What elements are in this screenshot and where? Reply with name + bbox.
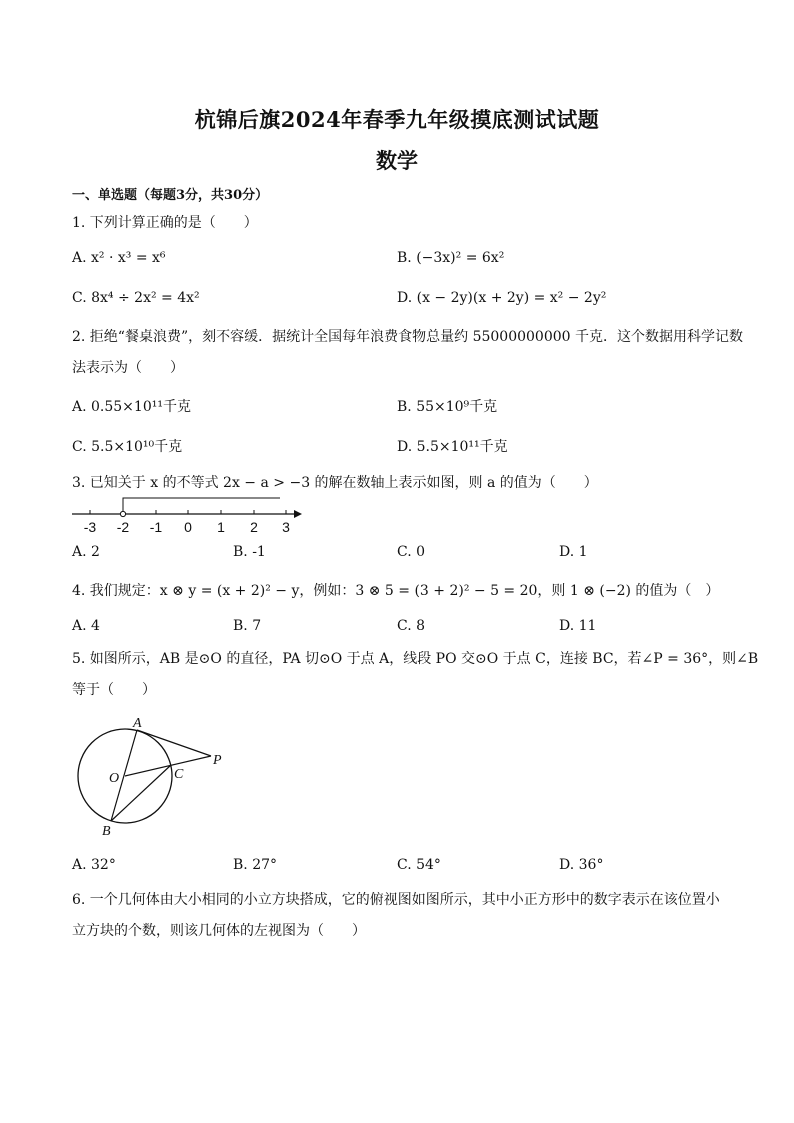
number-line-arrow [294,510,302,518]
q5-stem-line1: 5. 如图所示，AB 是⊙O 的直径，PA 切⊙O 于点 A，线段 PO 交⊙O 于点 C，连接 BC，若∠P = 36°，则∠B [72,651,759,667]
q4-option-d: D. 11 [559,618,597,634]
q3-option-a: A. 2 [72,544,100,560]
point-label-a: A [133,716,142,731]
point-label-p: P [213,753,222,768]
solution-bracket [123,498,280,514]
tick-label: -2 [116,519,130,535]
q5-stem-line2: 等于（ ） [72,682,156,698]
q4-option-a: A. 4 [72,618,100,634]
section-heading: 一、单选题（每题3分，共30分） [72,188,269,203]
circle-tangent-figure [75,710,235,840]
q1-option-a: A. x² · x³ = x⁶ [72,250,166,266]
segment-po [125,756,211,776]
tick-label: 3 [282,519,290,535]
tick-label: -3 [83,519,97,535]
q6-stem-line1: 6. 一个几何体由大小相同的小立方块搭成，它的俯视图如图所示，其中小正方形中的数字表示在该位置小 [72,892,720,908]
tick-label: 0 [184,519,192,535]
tangent-pa [137,730,211,756]
q2-option-c: C. 5.5×10¹⁰千克 [72,439,183,455]
q2-stem-line1: 2. 拒绝“餐桌浪费”，刻不容缓．据统计全国每年浪费食物总量约 55000000000 千克．这个数据用科学记数 [72,329,743,345]
q4-option-b: B. 7 [233,618,262,634]
q2-option-b: B. 55×10⁹千克 [397,399,498,415]
q3-stem: 3. 已知关于 x 的不等式 2x − a > −3 的解在数轴上表示如图，则 a 的值为（ ） [72,475,598,491]
q2-option-a: A. 0.55×10¹¹千克 [72,399,191,415]
number-line-figure [70,492,310,538]
point-label-c: C [174,767,184,782]
q4-option-c: C. 8 [397,618,426,634]
point-label-b: B [102,824,111,839]
q3-option-d: D. 1 [559,544,588,560]
tick-label: -1 [149,519,163,535]
q2-stem-line2: 法表示为（ ） [72,360,184,376]
open-endpoint [120,511,125,516]
q3-option-c: C. 0 [397,544,426,560]
q5-option-b: B. 27° [233,857,278,873]
q1-option-d: D. (x − 2y)(x + 2y) = x² − 2y² [397,290,607,306]
q2-option-d: D. 5.5×10¹¹千克 [397,439,508,455]
q5-option-d: D. 36° [559,857,604,873]
tick-label: 1 [217,519,225,535]
q3-option-b: B. -1 [233,544,266,560]
tick-label: 2 [250,519,258,535]
q4-stem: 4. 我们规定：x ⊗ y = (x + 2)² − y，例如：3 ⊗ 5 = (3 + 2)² − 5 = 20，则 1 ⊗ (−2) 的值为（ ） [72,583,720,599]
q1-option-c: C. 8x⁴ ÷ 2x² = 4x² [72,290,200,306]
exam-title: 杭锦后旗2024年春季九年级摸底测试试题 [194,107,600,132]
q1-option-b: B. (−3x)² = 6x² [397,250,505,266]
q1-stem: 1. 下列计算正确的是（ ） [72,215,258,231]
exam-subject: 数学 [376,148,418,173]
segment-bc [111,765,171,821]
point-label-o: O [109,771,120,786]
q6-stem-line2: 立方块的个数，则该几何体的左视图为（ ） [72,923,366,939]
q5-option-c: C. 54° [397,857,441,873]
q5-option-a: A. 32° [72,857,116,873]
